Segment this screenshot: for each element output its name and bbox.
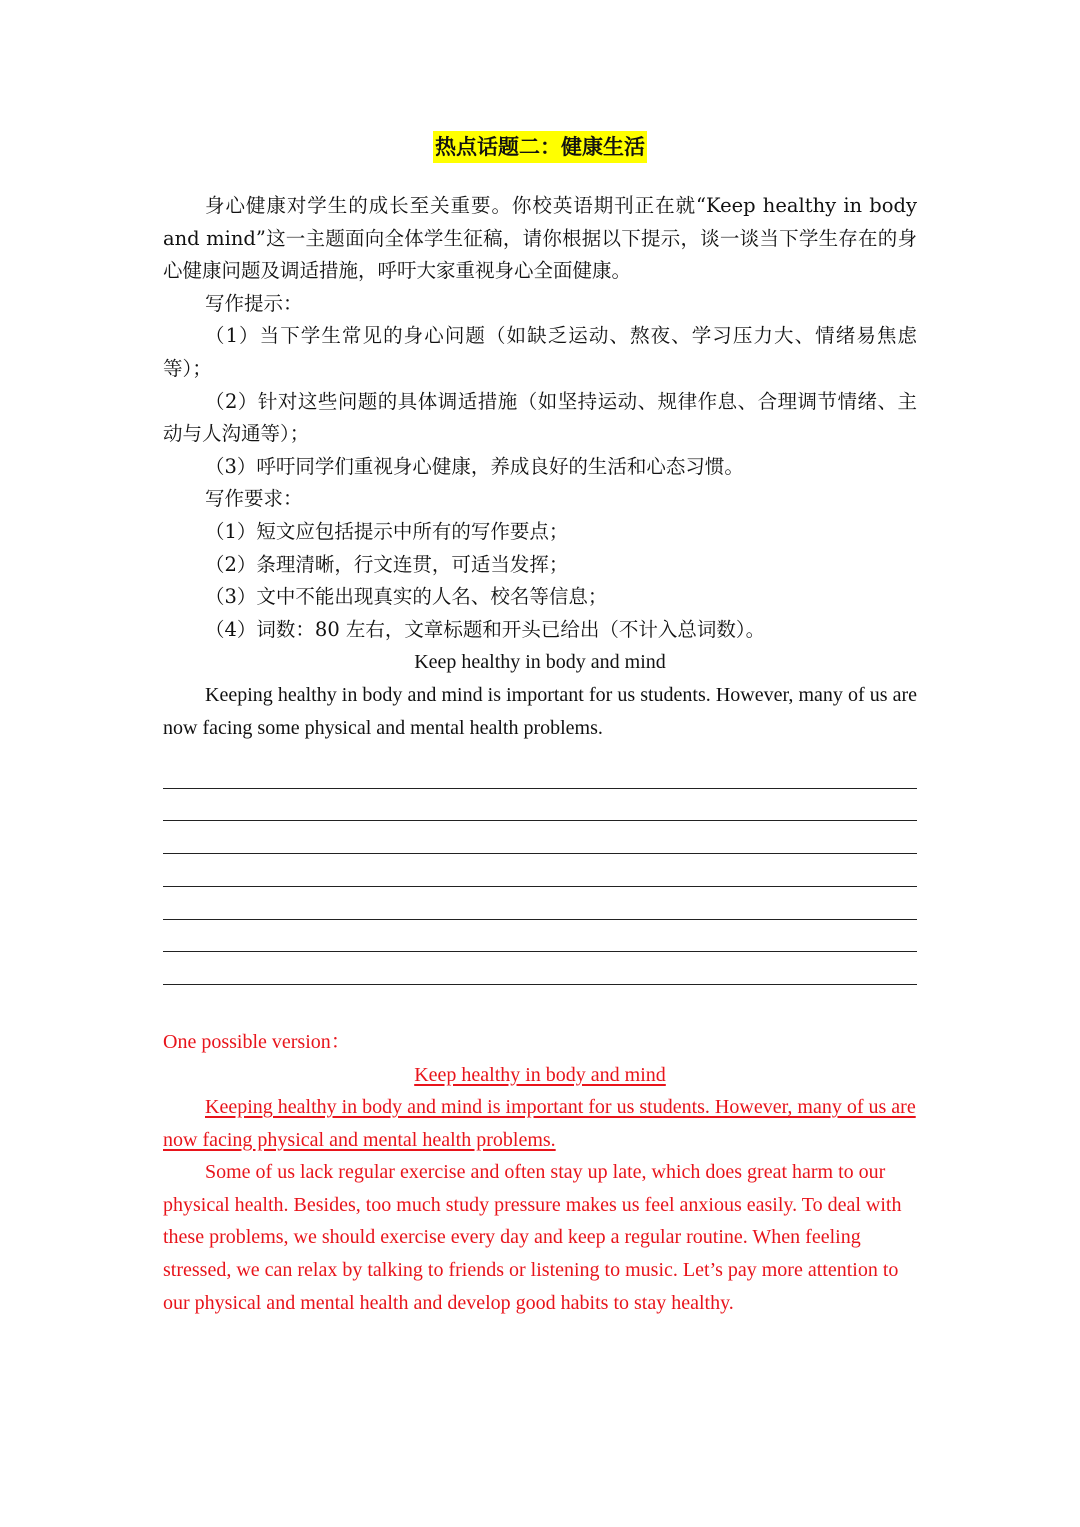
essay-title: Keep healthy in body and mind [414, 651, 666, 674]
hint-item: （1）当下学生常见的身心问题（如缺乏运动、熬夜、学习压力大、情绪易焦虑等）； [163, 324, 917, 380]
sample-opening-para [163, 1091, 917, 1156]
spacer [163, 985, 917, 1026]
sample-label: One possible version： [163, 1030, 351, 1053]
requirement-item: （1）短文应包括提示中所有的写作要点； [205, 519, 569, 543]
requirement-item: （4）词数：80 左右，文章标题和开头已给出（不计入总词数）。 [205, 617, 766, 641]
title-row [163, 128, 917, 172]
answer-line [163, 789, 917, 822]
answer-line [163, 854, 917, 887]
document-page [163, 128, 917, 1319]
answer-line [163, 821, 917, 854]
spacer [163, 172, 917, 190]
sample-body: Some of us lack regular exercise and often stay up late, which does great harm to our physical health. Besides, too much study pressure makes us feel anxious easily. To deal with these problems, we should exercise every day and keep a regular routine. When feeling stressed, we can relax by talking to friends or listening to music. Let’s pay more attention to our physical and mental health and develop good habits to stay healthy. [163, 1161, 902, 1314]
page-title: 热点话题二：健康生活 [433, 131, 647, 163]
sample-title: Keep healthy in body and mind [414, 1063, 666, 1086]
essay-opening: Keeping healthy in body and mind is important for us students. However, many of us are now facing some physical and mental health problems. [163, 683, 917, 739]
hint-item: （3）呼吁同学们重视身心健康，养成良好的生活和心态习惯。 [205, 454, 744, 478]
answer-line [163, 756, 917, 789]
hint-item: （2）针对这些问题的具体调适措施（如坚持运动、规律作息、合理调节情绪、主动与人沟通等）； [163, 389, 917, 446]
task-intro: 身心健康对学生的成长至关重要。你校英语期刊正在就“Keep healthy in body and mind”这一主题面向全体学生征稿，请你根据以下提示，谈一谈当下学生存在的身心健康问题及调适措施，呼吁大家重视身心全面健康。 [163, 194, 917, 283]
answer-line [163, 952, 917, 985]
hints-heading: 写作提示： [205, 291, 303, 315]
answer-lines [163, 756, 917, 985]
sample-opening: Keeping healthy in body and mind is important for us students. However, many of us are now facing physical and mental health problems. [163, 1096, 916, 1151]
requirement-item: （3）文中不能出现真实的人名、校名等信息； [205, 585, 608, 609]
answer-line [163, 887, 917, 920]
answer-line [163, 920, 917, 953]
requirement-item: （2）条理清晰，行文连贯，可适当发挥； [205, 552, 569, 576]
requirements-heading: 写作要求： [205, 487, 303, 511]
sample-title-line [163, 1059, 917, 1092]
